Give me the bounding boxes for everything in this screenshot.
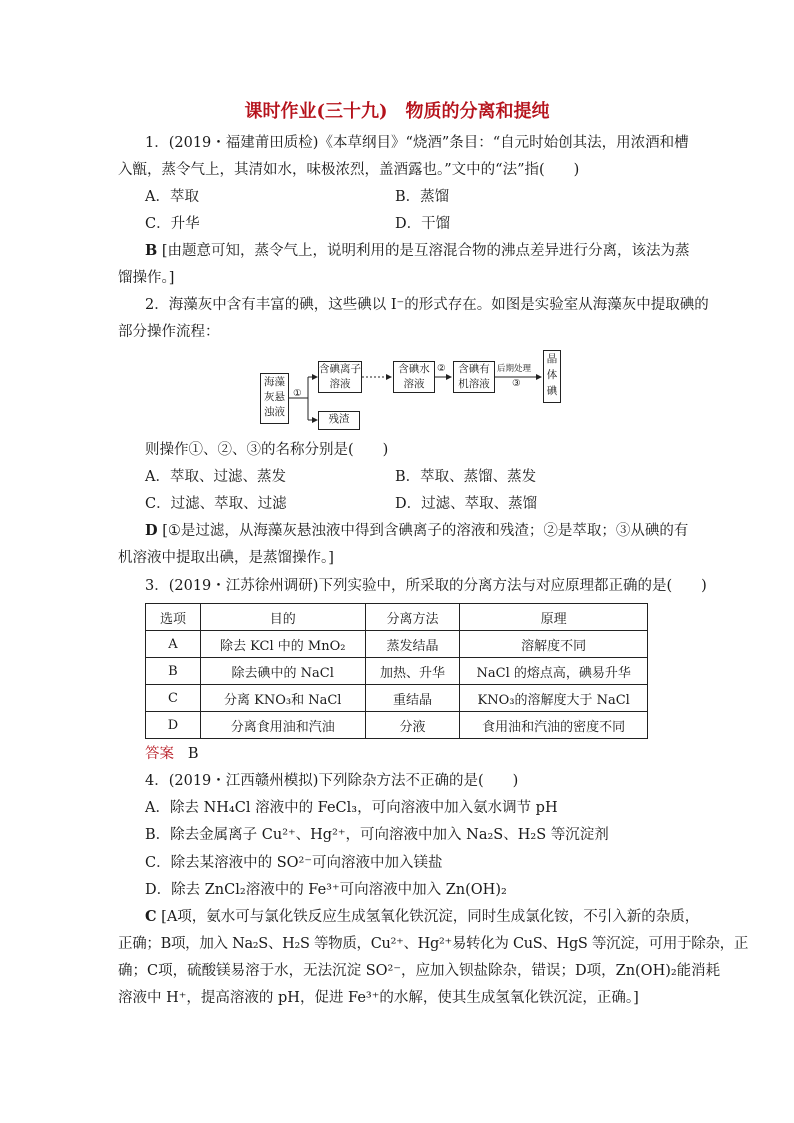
- table-cell: 蒸发结晶: [365, 631, 460, 658]
- q2-stem-line1: 2．海藻灰中含有丰富的碘，这些碘以 I⁻的形式存在。如图是实验室从海藻灰中提取碘的: [145, 297, 709, 313]
- table-header-cell: 选项: [146, 604, 201, 631]
- flow-box-residue: 残渣: [318, 411, 360, 430]
- q1-answer-line2: 馏操作。]: [118, 270, 175, 286]
- flow-box-organic-solution: 含碘有机溶液: [453, 361, 495, 393]
- q4-option-d: D．除去 ZnCl₂溶液中的 Fe³⁺可向溶液中加入 Zn(OH)₂: [145, 882, 507, 898]
- flow-label-later-treatment: 后期处理: [497, 364, 532, 374]
- q4-answer-line3: 确；C项，硫酸镁易溶于水，无法沉淀 SO²⁻，应加入钡盐除杂，错误；D项，Zn(OH)₂能消耗: [118, 963, 721, 979]
- table-cell: 除去碘中的 NaCl: [200, 658, 365, 685]
- table-header-row: [146, 604, 648, 631]
- q2-answer-line1: [145, 521, 688, 541]
- q1-stem-line2: 入甑，蒸令气上，其清如水，味极浓烈，盖酒露也。”文中的“法”指( ): [118, 162, 580, 178]
- q2-option-a: A．萃取、过滤、蒸发: [145, 469, 286, 485]
- table-cell: B: [146, 658, 201, 685]
- flow-box-crystal-iodine: 晶体碘: [543, 350, 561, 403]
- table-row: [146, 712, 648, 739]
- flow-label-step2: ②: [437, 363, 446, 374]
- flow-box-iodine-water: 含碘水溶液: [393, 361, 435, 393]
- table-cell: 食用油和汽油的密度不同: [460, 712, 648, 739]
- flow-label-step3: ③: [512, 378, 521, 389]
- table-cell: 分离食用油和汽油: [200, 712, 365, 739]
- q3-answer-label: 答案: [145, 746, 174, 762]
- table-cell: D: [146, 712, 201, 739]
- q4-option-a: A．除去 NH₄Cl 溶液中的 FeCl₃，可向溶液中加入氨水调节 pH: [145, 800, 558, 816]
- page-title: 课时作业(三十九) 物质的分离和提纯: [244, 101, 550, 122]
- q4-answer-line1: [145, 907, 699, 927]
- q2-option-d: D．过滤、萃取、蒸馏: [395, 496, 538, 512]
- q4-answer-letter: C: [145, 908, 157, 925]
- q3-answer-value: B: [187, 746, 199, 762]
- flow-box-iodide-solution: 含碘离子溶液: [318, 361, 362, 393]
- table-cell: KNO₃的溶解度大于 NaCl: [460, 685, 648, 712]
- table-cell: 溶解度不同: [460, 631, 648, 658]
- q4-answer-text: [A项，氨水可与氯化铁反应生成氢氧化铁沉淀，同时生成氯化铵，不引入新的杂质，: [161, 909, 700, 925]
- q2-stem-line2: 部分操作流程：: [118, 324, 220, 340]
- q1-stem-line1: 1．(2019・福建莆田质检)《本草纲目》“烧酒”条目：“自元时始创其法，用浓酒和槽: [145, 135, 689, 151]
- table-header-cell: 原理: [460, 604, 648, 631]
- table-row: [146, 685, 648, 712]
- q2-option-b: B．萃取、蒸馏、蒸发: [395, 469, 537, 485]
- q1-answer-text: [由题意可知，蒸令气上，说明利用的是互溶混合物的沸点差异进行分离，该法为蒸: [161, 243, 690, 259]
- q2-answer-letter: D: [145, 522, 158, 539]
- q4-option-b: B．除去金属离子 Cu²⁺、Hg²⁺，可向溶液中加入 Na₂S、H₂S 等沉淀剂: [145, 827, 609, 843]
- q4-answer-line4: 溶液中 H⁺，提高溶液的 pH，促进 Fe³⁺的水解，使其生成氢氧化铁沉淀，正确。]: [118, 990, 639, 1006]
- q3-answer: [145, 744, 198, 764]
- q4-option-c: C．除去某溶液中的 SO²⁻可向溶液中加入镁盐: [145, 855, 443, 871]
- q2-question: 则操作①、②、③的名称分别是( ): [145, 442, 389, 458]
- q4-stem: 4．(2019・江西赣州模拟)下列除杂方法不正确的是( ): [145, 773, 519, 789]
- q1-option-a: A．萃取: [145, 189, 199, 205]
- flow-box-suspension: 海藻灰悬浊液: [260, 373, 289, 424]
- q1-option-b: B．蒸馏: [395, 189, 450, 205]
- flow-label-step1: ①: [293, 388, 302, 399]
- table-cell: 除去 KCl 中的 MnO₂: [200, 631, 365, 658]
- table-row: [146, 631, 648, 658]
- table-header-cell: 目的: [200, 604, 365, 631]
- q1-option-d: D．干馏: [395, 216, 451, 232]
- q1-answer-letter: B: [145, 242, 158, 259]
- q2-option-c: C．过滤、萃取、过滤: [145, 496, 287, 512]
- table-row: [146, 658, 648, 685]
- table-header-cell: 分离方法: [365, 604, 460, 631]
- q4-answer-line2: 正确；B项，加入 Na₂S、H₂S 等物质，Cu²⁺、Hg²⁺易转化为 CuS、HgS 等沉淀，可用于除杂，正: [118, 936, 749, 952]
- table-cell: NaCl 的熔点高，碘易升华: [460, 658, 648, 685]
- table-cell: A: [146, 631, 201, 658]
- table-cell: C: [146, 685, 201, 712]
- q3-stem: 3．(2019・江苏徐州调研)下列实验中，所采取的分离方法与对应原理都正确的是( ): [145, 578, 707, 594]
- table-cell: 加热、升华: [365, 658, 460, 685]
- separation-methods-table: [145, 603, 648, 739]
- q1-option-c: C．升华: [145, 216, 200, 232]
- q2-answer-text: [①是过滤，从海藻灰悬浊液中得到含碘离子的溶液和残渣；②是萃取；③从碘的有: [162, 523, 689, 539]
- table-cell: 分离 KNO₃和 NaCl: [200, 685, 365, 712]
- table-cell: 分液: [365, 712, 460, 739]
- table-cell: 重结晶: [365, 685, 460, 712]
- q2-answer-line2: 机溶液中提取出碘，是蒸馏操作。]: [118, 550, 334, 566]
